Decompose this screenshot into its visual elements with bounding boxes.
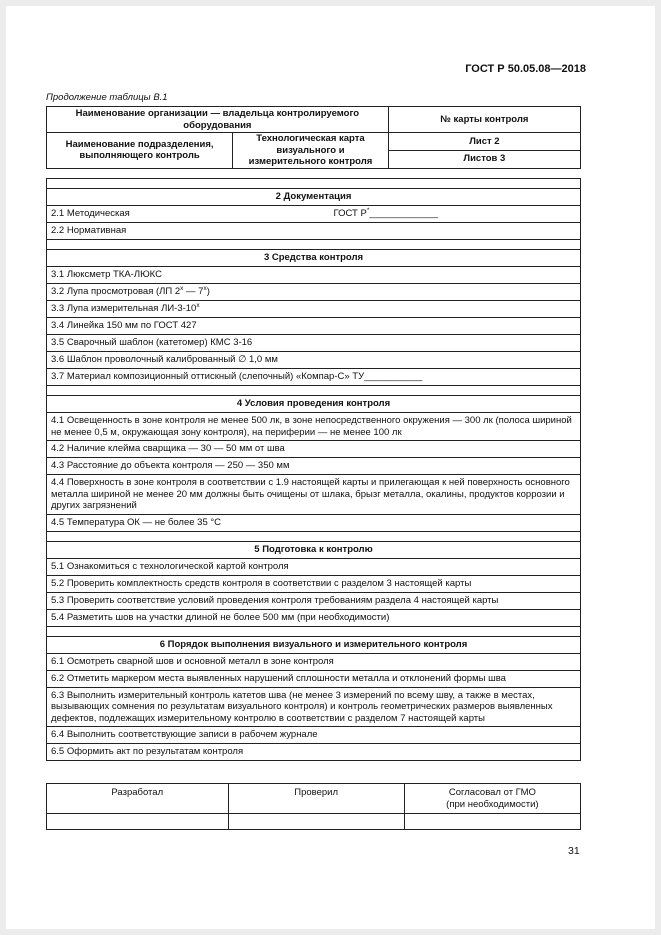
list-item: 6.5 Оформить акт по результатам контроля: [47, 744, 581, 761]
list-item: 5.4 Разметить шов на участки длиной не более 500 мм (при необходимости): [47, 609, 581, 626]
list-item: 2.2 Нормативная: [47, 223, 581, 240]
control-card-table: [46, 178, 581, 761]
list-item: 6.4 Выполнить соответствующие записи в рабочем журнале: [47, 727, 581, 744]
section-title: 5 Подготовка к контролю: [47, 541, 581, 558]
approved-by-label: Согласовал от ГМО (при необходимости): [404, 784, 580, 814]
list-item: 6.3 Выполнить измерительный контроль катетов шва (не менее 3 измерений по всему шву, а также в местах, вызывающих сомнения по результатам визуального контроля) и контроль геометрических размеров выявленных дефектов, подлежащих измерительному контролю в соответствии с разделом 7 настоящей карты: [47, 687, 581, 727]
developed-by-label: Разработал: [47, 784, 229, 814]
org-label-cell: [47, 107, 389, 133]
card-title: Технологическая карта визуального и измерительного контроля: [248, 133, 373, 167]
list-item: 5.2 Проверить комплектность средств контроля в соответствии с разделом 3 настоящей карты: [47, 575, 581, 592]
section-title: 6 Порядок выполнения визуального и измерительного контроля: [47, 636, 581, 653]
standard-designation: ГОСТ Р 50.05.08—2018: [465, 63, 586, 75]
section-title: 2 Документация: [47, 189, 581, 206]
list-item: 3.5 Сварочный шаблон (катетомер) КМС 3-16: [47, 335, 581, 352]
list-item: 3.2 Лупа просмотровая (ЛП $2^х$ — $7^х$): [47, 284, 581, 301]
card-header-table: [46, 106, 581, 169]
list-item: 6.2 Отметить маркером места выявленных нарушений сплошности металла и отклонений формы шва: [47, 670, 581, 687]
developed-by-signature: [47, 814, 229, 830]
list-item: 3.3 Лупа измерительная $ЛИ-3-10^х$: [47, 301, 581, 318]
division-label: Наименование подразделения, выполняющего контроль: [47, 133, 233, 168]
list-item: 3.6 Шаблон проволочный калиброванный ∅ 1,0 мм: [47, 352, 581, 369]
methodical-reference: ГОСТ Р*_____________: [314, 206, 581, 223]
section-title: 4 Условия проведения контроля: [47, 396, 581, 413]
list-item: 3.7 Материал композиционный оттискный (слепочный) «Компар-С» ТУ___________: [47, 369, 581, 386]
list-item: 2.1 Методическая: [47, 206, 314, 223]
list-item: 5.3 Проверить соответствие условий проведения контроля требованиям раздела 4 настоящей карты: [47, 592, 581, 609]
checked-by-signature: [228, 814, 404, 830]
sheets-total: Листов 3: [388, 150, 580, 168]
org-label: Наименование организации — владельца контролируемого оборудования: [75, 108, 360, 131]
card-number-label: № карты контроля: [388, 107, 580, 133]
list-item: 4.3 Расстояние до объекта контроля — 250 — 350 мм: [47, 458, 581, 475]
sheet-number: Лист 2: [388, 133, 580, 151]
checked-by-label: Проверил: [228, 784, 404, 814]
table-caption: Продолжение таблицы В.1: [46, 92, 168, 103]
list-item: 4.2 Наличие клейма сварщика — 30 — 50 мм от шва: [47, 441, 581, 458]
signature-table: [46, 783, 581, 830]
list-item: 4.5 Температура ОК — не более 35 °С: [47, 514, 581, 531]
list-item: 3.1 Люксметр ТКА-ЛЮКС: [47, 267, 581, 284]
list-item: 3.4 Линейка 150 мм по ГОСТ 427: [47, 318, 581, 335]
section-title: 3 Средства контроля: [47, 250, 581, 267]
approved-by-signature: [404, 814, 580, 830]
page-number: 31: [568, 845, 580, 857]
list-item: 5.1 Ознакомиться с технологической картой контроля: [47, 558, 581, 575]
list-item: 4.1 Освещенность в зоне контроля не менее 500 лк, в зоне непосредственного окружения — 300 лк (полоса шириной не менее 0,5 м, окружающая зону контроля), на периферии — не менее 100 лк: [47, 413, 581, 441]
list-item: 6.1 Осмотреть сварной шов и основной металл в зоне контроля: [47, 653, 581, 670]
list-item: 4.4 Поверхность в зоне контроля в соответствии с 1.9 настоящей карты и прилегающая к ней поверхность основного металла шириной не менее 20 мм должны быть очищены от шлака, брызг металла, окалины, продуктов коррозии и других загрязнений: [47, 475, 581, 515]
